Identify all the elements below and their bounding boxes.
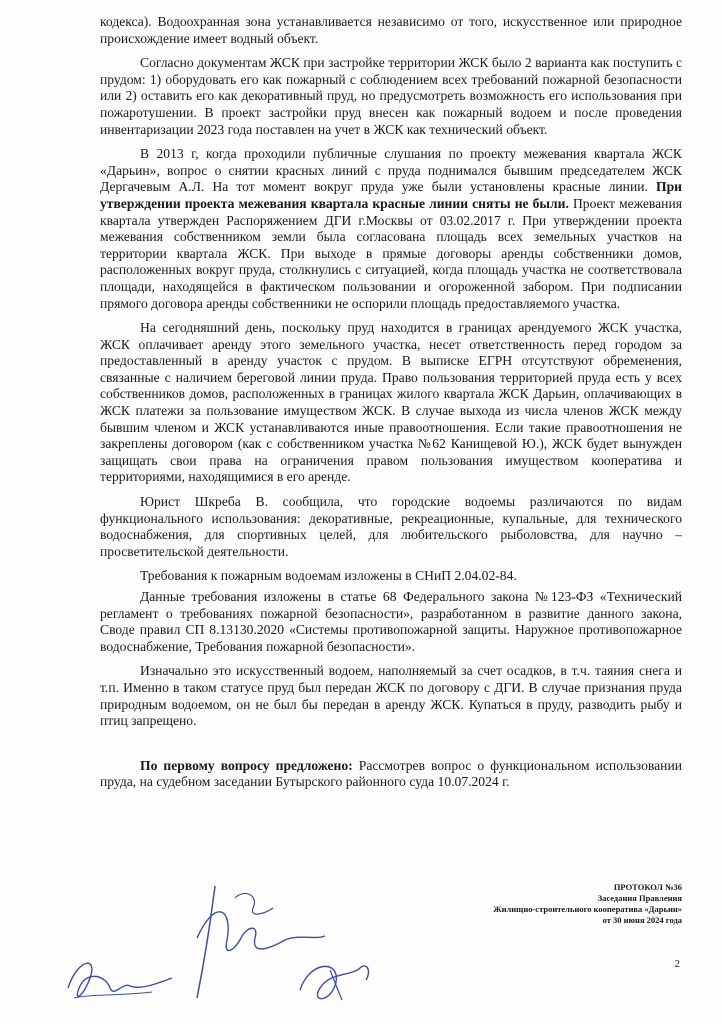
first-question-text: Рассмотрев вопрос о функциональном использовании пруда, на судебном заседании Бутырского районного суда 10.07.2024 г. [100,757,682,790]
footer-date: от 30 июня 2024 года [602,915,682,925]
signature-3 [290,950,380,1010]
first-question-heading: По первому вопросу предложено: [140,757,353,773]
paragraph-federal-law: Данные требования изложены в статье 68 Федерального закона №123-ФЗ «Технический регламент о требованиях пожарной безопасности», разработанном в развитие данного закона, Своде правил СП 8.13130.2020 «Системы противопожарной защиты. Наружное противопожарное водоснабжение, Требования пожарной безопасности». [100,589,682,654]
protocol-footer [362,882,682,926]
paragraph-lawyer-statement: Юрист Шкреба В. сообщила, что городские водоемы различаются по видам функционального использования: декоративные, рекреационные, купальные, для технического водоснабжения, для спортивных целей, для любительского рыболовства, для научно – просветительской деятельности. [100,494,682,559]
paragraph-snip-requirements: Требования к пожарным водоемам изложены в СНиП 2.04.02-84. [140,568,517,584]
signature-1 [60,948,180,1008]
hearings-text: В 2013 г, когда проходили публичные слушания по проекту межевания квартала ЖСК «Дарьин», вопрос о снятии красных линий с пруда поднимался бывшим председателем ЖСК Дергачевым А.Л. На тот момент вокруг пруда уже были установлены красные линии. [100,146,682,195]
paragraph-first-question [100,758,682,791]
paragraph-artificial-pond: Изначально это искусственный водоем, наполняемый за счет осадков, в т.ч. таяния снега и т.п. Именно в таком статусе пруд был передан ЖСК по договору с ДГИ. В случае признания пруда природным водоемом, он не был бы передан в аренду ЖСК. Купаться в пруду, разводить рыбу и птиц запрещено. [100,663,682,729]
page-number: 2 [674,958,680,970]
paragraph-public-hearings [100,146,682,312]
paragraph-current-lease: На сегодняшний день, поскольку пруд находится в границах арендуемого ЖСК участка, ЖСК оплачивает аренду этого земельного участка, несет ответственность перед городом за предоставленный в аренду участок с прудом. В выписке ЕГРН отсутствуют обременения, связанные с наличием береговой линии пруда. Право пользования территорией пруда есть у всех собственников домов, расположенных в границах жилого квартала ЖСК Дарьин, оплачивающих в ЖСК платежи за пользование имуществом ЖСК. В случае выхода из числа членов ЖСК между бывшим членом и ЖСК устанавливаются иные правоотношения. Если такие правоотношения не закреплены договором (как с собственником участка №62 Канищевой Ю.), ЖСК будет вынужден защищать свои права на ограничения правом пользования имуществом кооператива и территориями, находящимися в его аренде. [100,320,682,485]
hearings-continuation: Проект межевания квартала утвержден Распоряжением ДГИ г.Москвы от 03.02.2017 г. При утверждении проекта межевания собственником земли была согласована площадь всех земельных участков на территории квартала ЖСК. При выходе в прямые договоры аренды собственники домов, расположенных вокруг пруда, столкнулись с ситуацией, когда площадь участка не соответствовала площади, находящейся в фактическом пользовании и огороженной забором. При подписании прямого договора аренды собственники не оспорили площадь предоставляемого участка. [100,195,682,311]
document-body [100,14,682,795]
paragraph-watershed-zone: кодекса). Водоохранная зона устанавливается независимо от того, искусственное или природное происхождение имеет водный объект. [100,14,682,46]
footer-protocol-number: ПРОТОКОЛ №36 [613,882,682,892]
footer-meeting: Заседания Правления [597,893,682,903]
hearings-bold-statement: При утверждении проекта межевания квартала красные линии сняты не были. [100,179,682,211]
paragraph-pond-options: Согласно документам ЖСК при застройке территории ЖСК было 2 варианта как поступить с прудом: 1) оборудовать его как пожарный с соблюдением всех требований пожарной безопасности или 2) оставить его как декоративный пруд, но предусмотреть возможность его использования при пожаротушении. В проект застройки пруд внесен как пожарный водоем и после проведения инвентаризации 2023 года поставлен на учет в ЖСК как технический объект. [100,55,682,137]
footer-cooperative: Жилищно-строительного кооператива «Дарьин» [493,904,682,914]
